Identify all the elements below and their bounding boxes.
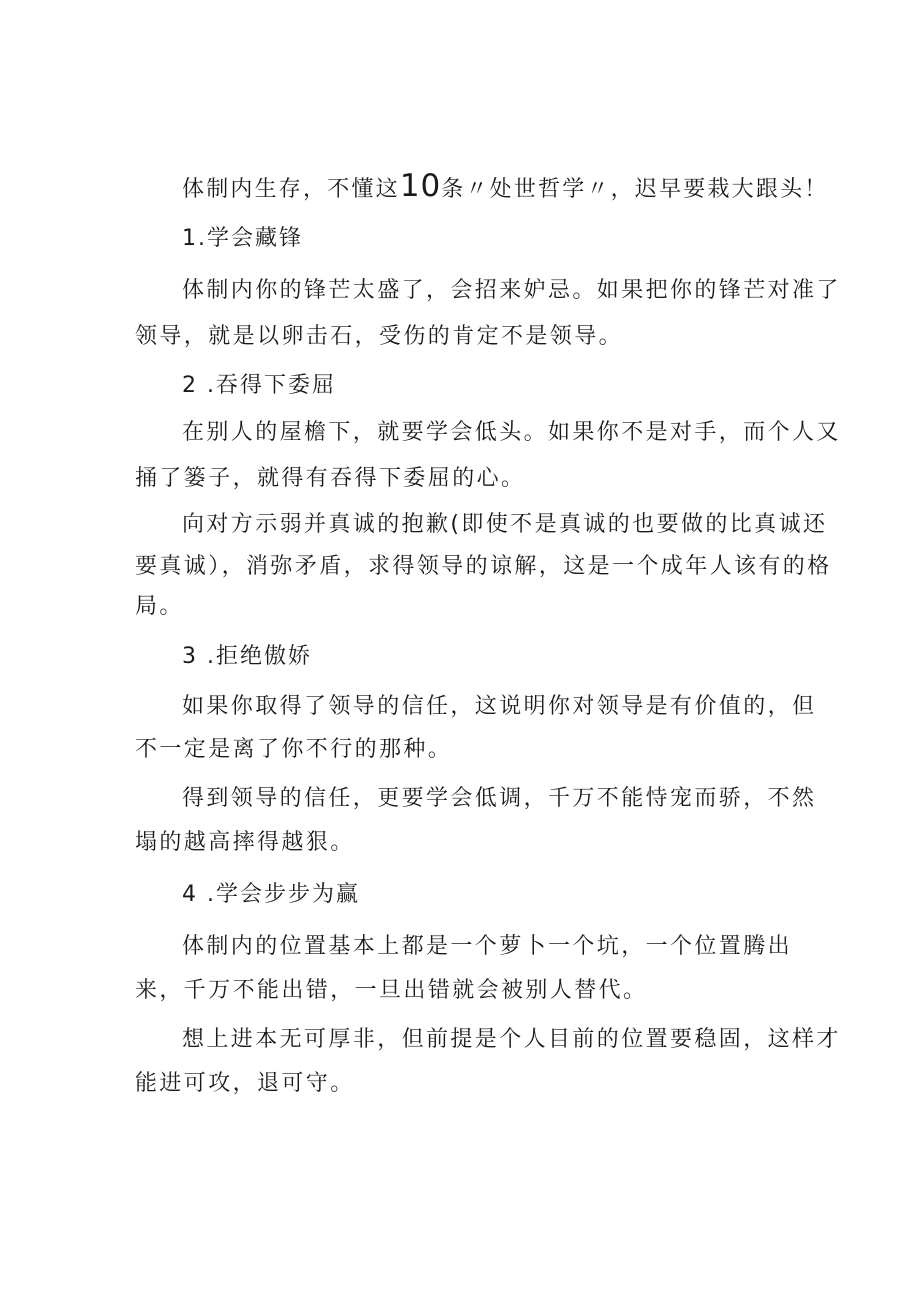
section-3-heading: 3 .拒绝傲娇: [182, 644, 312, 669]
section-1-heading: 1.学会藏锋: [182, 226, 303, 251]
section-4-paragraph-2-line-1: 想上进本无可厚非，但前提是个人目前的位置要稳固，这样才: [182, 1027, 841, 1052]
section-3-paragraph-2-line-1: 得到领导的信任，更要学会低调，千万不能恃宠而骄，不然: [182, 786, 817, 811]
section-3-paragraph-1-line-2: 不一定是离了你不行的那种。: [135, 737, 453, 762]
title-text-part1: 体制内生存，不懂这: [182, 177, 400, 202]
section-3-paragraph-2-line-2: 塌的越高摔得越狠。: [135, 830, 355, 855]
section-2-paragraph-2-line-2: 要真诚），消弥矛盾，求得领导的谅解，这是一个成年人该有的格: [135, 554, 832, 579]
section-4-paragraph-1-line-2: 来，千万不能出错，一旦出错就会被别人替代。: [135, 978, 648, 1003]
title-number: 10: [399, 168, 442, 204]
section-4-paragraph-2-line-2: 能进可攻，退可守。: [135, 1071, 355, 1096]
article-title: [182, 168, 828, 208]
section-2-paragraph-2-line-1: 向对方示弱并真诚的抱歉(即使不是真诚的也要做的比真诚还: [182, 512, 828, 537]
title-text-part2: 条〃处世哲学〃，迟早要栽大跟头！: [441, 177, 829, 202]
section-4-heading: 4 .学会步步为赢: [182, 882, 360, 907]
section-2-paragraph-2-line-3: 局。: [135, 594, 184, 619]
section-2-paragraph-1-line-2: 捅了篓子，就得有吞得下委屈的心。: [135, 466, 526, 491]
section-3-paragraph-1-line-1: 如果你取得了领导的信任，这说明你对领导是有价值的，但: [182, 694, 817, 719]
section-2-paragraph-1-line-1: 在别人的屋檐下，就要学会低头。如果你不是对手，而个人又: [182, 420, 841, 445]
section-4-paragraph-1-line-1: 体制内的位置基本上都是一个萝卜一个坑，一个位置腾出: [182, 934, 793, 959]
section-1-paragraph-1-line-2: 领导，就是以卵击石，受伤的肯定不是领导。: [135, 324, 624, 349]
section-2-heading: 2 .吞得下委屈: [182, 373, 336, 398]
section-1-paragraph-1-line-1: 体制内你的锋芒太盛了，会招来妒忌。如果把你的锋芒对准了: [182, 278, 841, 303]
